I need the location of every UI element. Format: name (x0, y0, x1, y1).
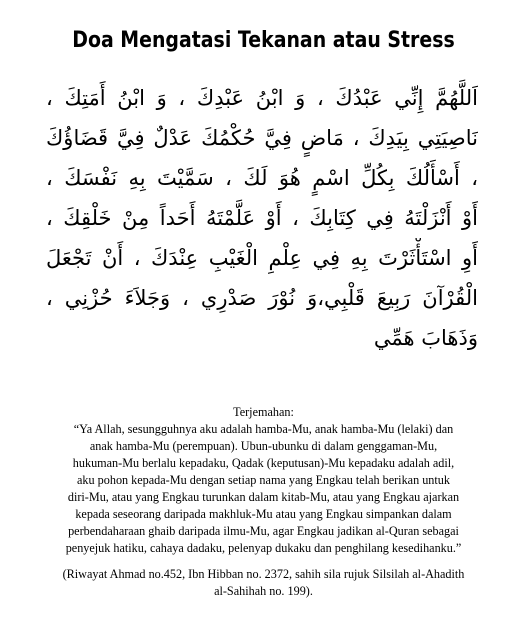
arabic-line: أَوِ اسْتَأْثَرْتَ بِهِ فِي عِلْمِ الْغَيْبِ عِنْدَكَ ، أَنْ تَجْعَلَ (46, 246, 478, 270)
translation-line: “Ya Allah, sesungguhnya aku adalah hamba-Mu, anak hamba-Mu (lelaki) dan (73, 422, 454, 436)
arabic-line: اَللَّهُمَّ إِنِّي عَبْدُكَ ، وَ ابْنُ عَبْدِكَ ، وَ ابْنُ أَمَتِكَ ، (46, 86, 478, 110)
arabic-line: أَوْ أَنْزَلْتَهُ فِي كِتَابِكَ ، أَوْ عَلَّمْتَهُ أَحَداً مِنْ خَلْقِكَ ، (46, 206, 478, 230)
translation-line: hukuman-Mu berlalu kepadaku, Qadak (keputusan)-Mu kepadaku adalah adil, (72, 456, 455, 470)
arabic-prayer-text (46, 78, 478, 358)
page-title: Doa Mengatasi Tekanan atau Stress (72, 28, 455, 53)
translation-line: perbendaharaan ghaib daripada ilmu-Mu, agar Engkau jadikan al-Quran sebagai (68, 524, 459, 538)
source-line: al-Sahihah no. 199). (214, 584, 313, 598)
arabic-line: الْقُرْآنَ رَبِيعَ قَلْبِي،وَ نُوْرَ صَدْرِي ، وَجَلاَءَ حُزْنِي ، (46, 286, 478, 310)
translation-line: anak hamba-Mu (perempuan). Ubun-ubunku di dalam genggaman-Mu, (89, 439, 438, 453)
arabic-line: وَذَهَابَ هَمِّي (373, 326, 478, 350)
arabic-line: ، أَسْأَلُكَ بِكُلِّ اسْمٍ هُوَ لَكَ ، سَمَّيْتَ بِهِ نَفْسَكَ ، (46, 166, 478, 190)
translation-line: kepada seseorang daripada makhluk-Mu atau yang Engkau simpankan dalam (75, 507, 452, 521)
translation-line: diri-Mu, atau yang Engkau turunkan dalam kitab-Mu, atau yang Engkau ajarkan (67, 490, 460, 504)
translation-label: Terjemahan: (233, 405, 294, 419)
source-citation (20, 566, 507, 600)
translation-line: penyejuk hatiku, cahaya dadaku, pelenyap dukaku dan penghilang kesedihanku.” (65, 541, 462, 555)
translation-line: aku pohon kepada-Mu dengan setiap nama yang Engkau telah berikan untuk (77, 473, 450, 487)
arabic-line: نَاصِيَتِي بِيَدِكَ ، مَاضٍ فِيَّ حُكْمُكَ عَدْلٌ فِيَّ قَضَاؤُكَ (46, 126, 478, 150)
translation-block (30, 404, 497, 557)
source-line: (Riwayat Ahmad no.452, Ibn Hibban no. 2372, sahih sila rujuk Silsilah al-Ahadith (62, 567, 465, 581)
